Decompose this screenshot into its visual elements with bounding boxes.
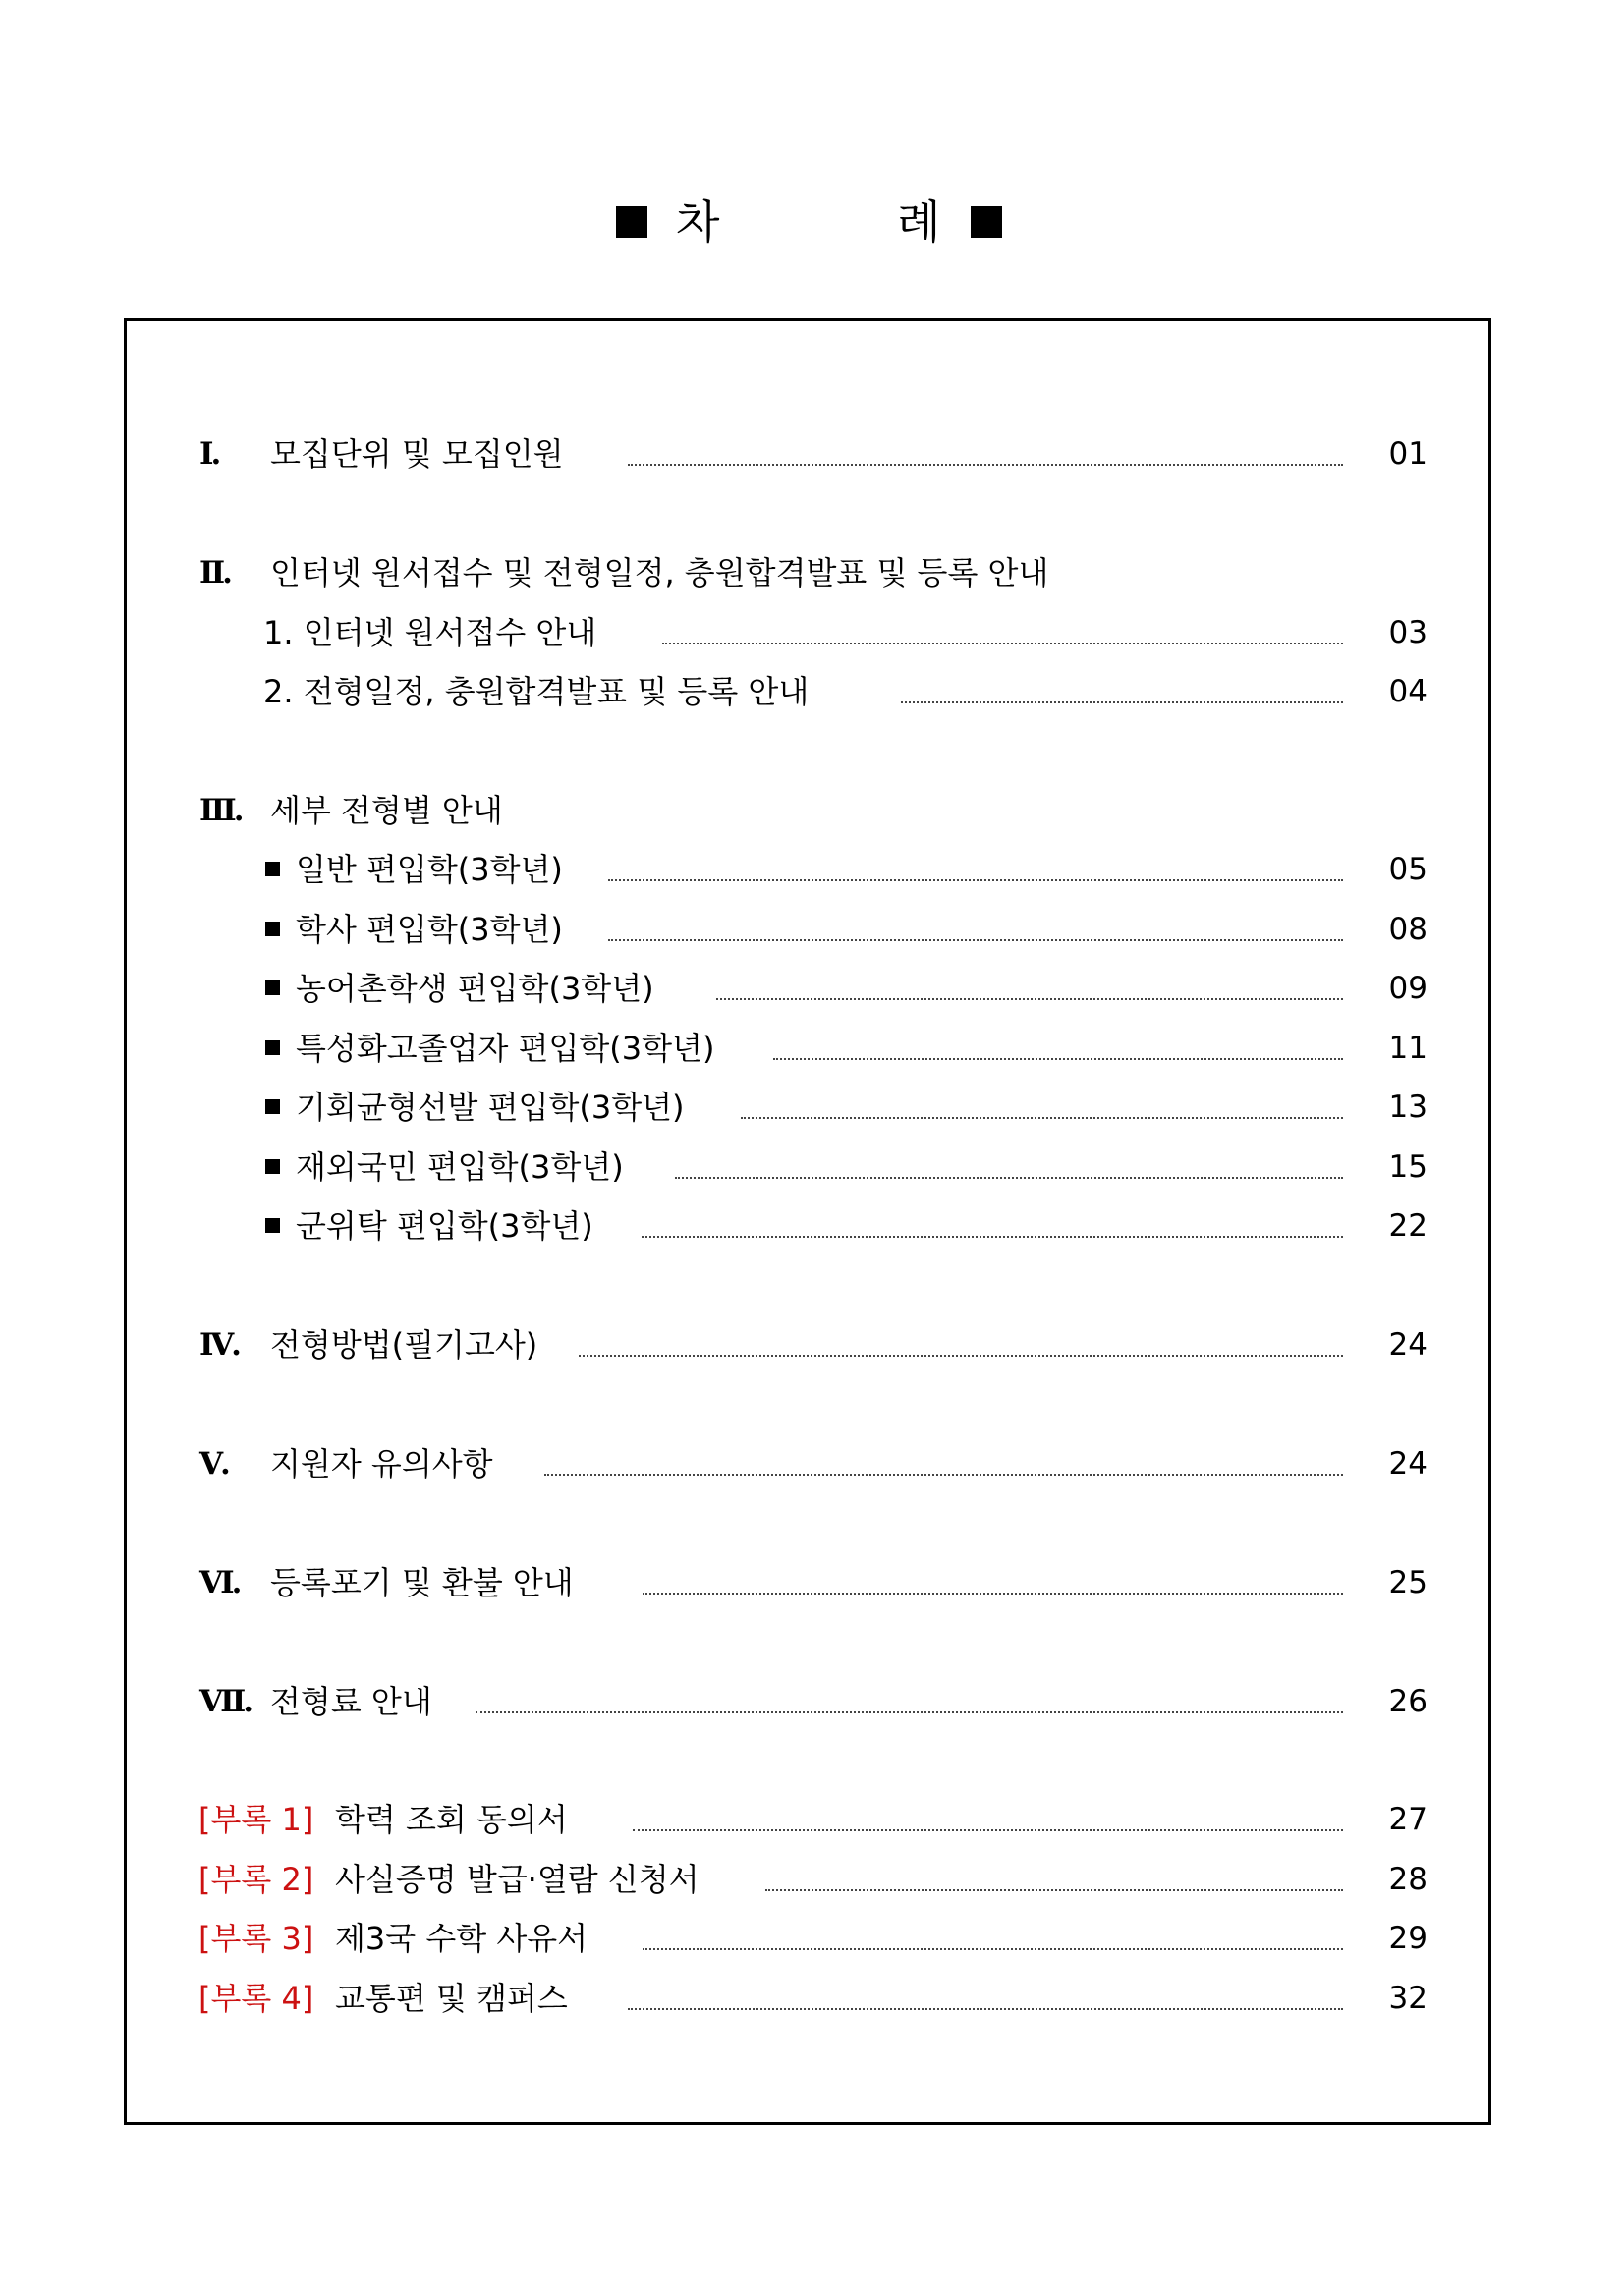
subentry-title: 1. 인터넷 원서접수 안내 [263,614,597,651]
square-bullet-icon [265,862,280,876]
section-title: 모집단위 및 모집인원 [270,435,564,473]
page-number: 22 [1388,1208,1428,1244]
toc-entry[interactable] [127,1436,1488,1491]
toc-entry[interactable] [127,426,1488,481]
toc-entry[interactable] [127,1317,1488,1372]
toc-subentry[interactable] [127,1021,1488,1076]
dot-leader [608,939,1343,941]
toc-subentry[interactable] [127,842,1488,897]
appendix-title: 제3국 수학 사유서 [335,1920,588,1957]
page-number: 11 [1388,1031,1428,1066]
dot-leader [773,1058,1343,1060]
dot-leader [476,1711,1343,1713]
section-numeral: Ⅴ. [199,1446,228,1482]
square-bullet-icon [971,206,1002,238]
appendix-tag: [부록 3] [198,1920,314,1957]
dot-leader [675,1177,1343,1179]
subentry-title: 군위탁 편입학(3학년) [296,1207,593,1245]
section-numeral: Ⅲ. [199,793,242,828]
toc-subentry[interactable] [127,1140,1488,1195]
appendix-tag: [부록 2] [198,1861,314,1898]
page-number: 32 [1388,1981,1428,2016]
page-number: 13 [1388,1090,1428,1125]
appendix-title: 사실증명 발급·열람 신청서 [335,1861,700,1898]
appendix-tag: [부록 4] [198,1980,314,2017]
dot-leader [642,1236,1343,1238]
section-numeral: Ⅰ. [199,436,219,472]
section-numeral: Ⅵ. [199,1565,240,1600]
toc-title [0,193,1624,252]
toc-entry[interactable] [127,545,1488,600]
dot-leader [643,1593,1343,1595]
dot-leader [544,1474,1343,1476]
page-number: 08 [1388,912,1428,947]
page-number: 01 [1388,436,1428,472]
toc-entry[interactable] [127,1674,1488,1729]
toc-subentry[interactable] [127,605,1488,660]
toc-subentry[interactable] [127,961,1488,1016]
page-number: 27 [1388,1802,1428,1837]
dot-leader [741,1117,1343,1119]
toc-subentry[interactable] [127,1080,1488,1135]
subentry-title: 특성화고졸업자 편입학(3학년) [296,1030,715,1067]
subentry-title: 2. 전형일정, 충원합격발표 및 등록 안내 [263,673,810,710]
section-title: 인터넷 원서접수 및 전형일정, 충원합격발표 및 등록 안내 [270,554,1049,591]
section-numeral: Ⅱ. [199,555,230,590]
page-number: 09 [1388,971,1428,1006]
page-number: 25 [1388,1565,1428,1600]
toc-subentry[interactable] [127,902,1488,957]
section-title: 지원자 유의사항 [270,1445,493,1483]
page-number: 26 [1388,1684,1428,1719]
section-numeral: Ⅳ. [199,1327,239,1363]
dot-leader [765,1889,1343,1891]
toc-entry[interactable] [127,1555,1488,1610]
toc-subentry[interactable] [127,664,1488,719]
page-number: 15 [1388,1149,1428,1185]
section-title: 전형료 안내 [270,1683,432,1720]
toc-frame [124,318,1491,2125]
dot-leader [628,2008,1343,2010]
section-title: 등록포기 및 환불 안내 [270,1564,574,1601]
dot-leader [901,701,1343,703]
toc-appendix-entry[interactable] [127,1792,1488,1847]
section-numeral: Ⅶ. [199,1684,252,1719]
toc-appendix-entry[interactable] [127,1852,1488,1907]
dot-leader [633,1829,1343,1831]
page-number: 05 [1388,852,1428,887]
toc-subentry[interactable] [127,1199,1488,1254]
page-number: 28 [1388,1862,1428,1897]
subentry-title: 일반 편입학(3학년) [296,851,563,888]
square-bullet-icon [265,1040,280,1055]
square-bullet-icon [265,1159,280,1174]
page-number: 29 [1388,1921,1428,1956]
page-number: 04 [1388,674,1428,709]
dot-leader [628,464,1343,466]
subentry-title: 농어촌학생 편입학(3학년) [296,970,654,1007]
toc-appendix-entry[interactable] [127,1971,1488,2026]
square-bullet-icon [265,1099,280,1114]
section-title: 전형방법(필기고사) [270,1326,538,1364]
page-number: 03 [1388,615,1428,650]
appendix-tag: [부록 1] [198,1801,314,1838]
toc-appendix-entry[interactable] [127,1911,1488,1966]
dot-leader [608,879,1343,881]
page-number: 24 [1388,1327,1428,1363]
subentry-title: 기회균형선발 편입학(3학년) [296,1089,685,1126]
square-bullet-icon [616,206,647,238]
toc-title-left: 차 [676,196,720,249]
dot-leader [643,1948,1343,1950]
toc-title-right: 례 [897,196,941,249]
subentry-title: 재외국민 편입학(3학년) [296,1148,624,1186]
square-bullet-icon [265,1218,280,1233]
dot-leader [579,1355,1343,1357]
subentry-title: 학사 편입학(3학년) [296,911,563,948]
square-bullet-icon [265,922,280,936]
page-number: 24 [1388,1446,1428,1482]
square-bullet-icon [265,980,280,995]
appendix-title: 학력 조회 동의서 [335,1801,568,1838]
dot-leader [716,998,1343,1000]
dot-leader [662,643,1343,644]
section-title: 세부 전형별 안내 [270,792,503,829]
toc-entry[interactable] [127,783,1488,838]
appendix-title: 교통편 및 캠퍼스 [335,1980,568,2017]
